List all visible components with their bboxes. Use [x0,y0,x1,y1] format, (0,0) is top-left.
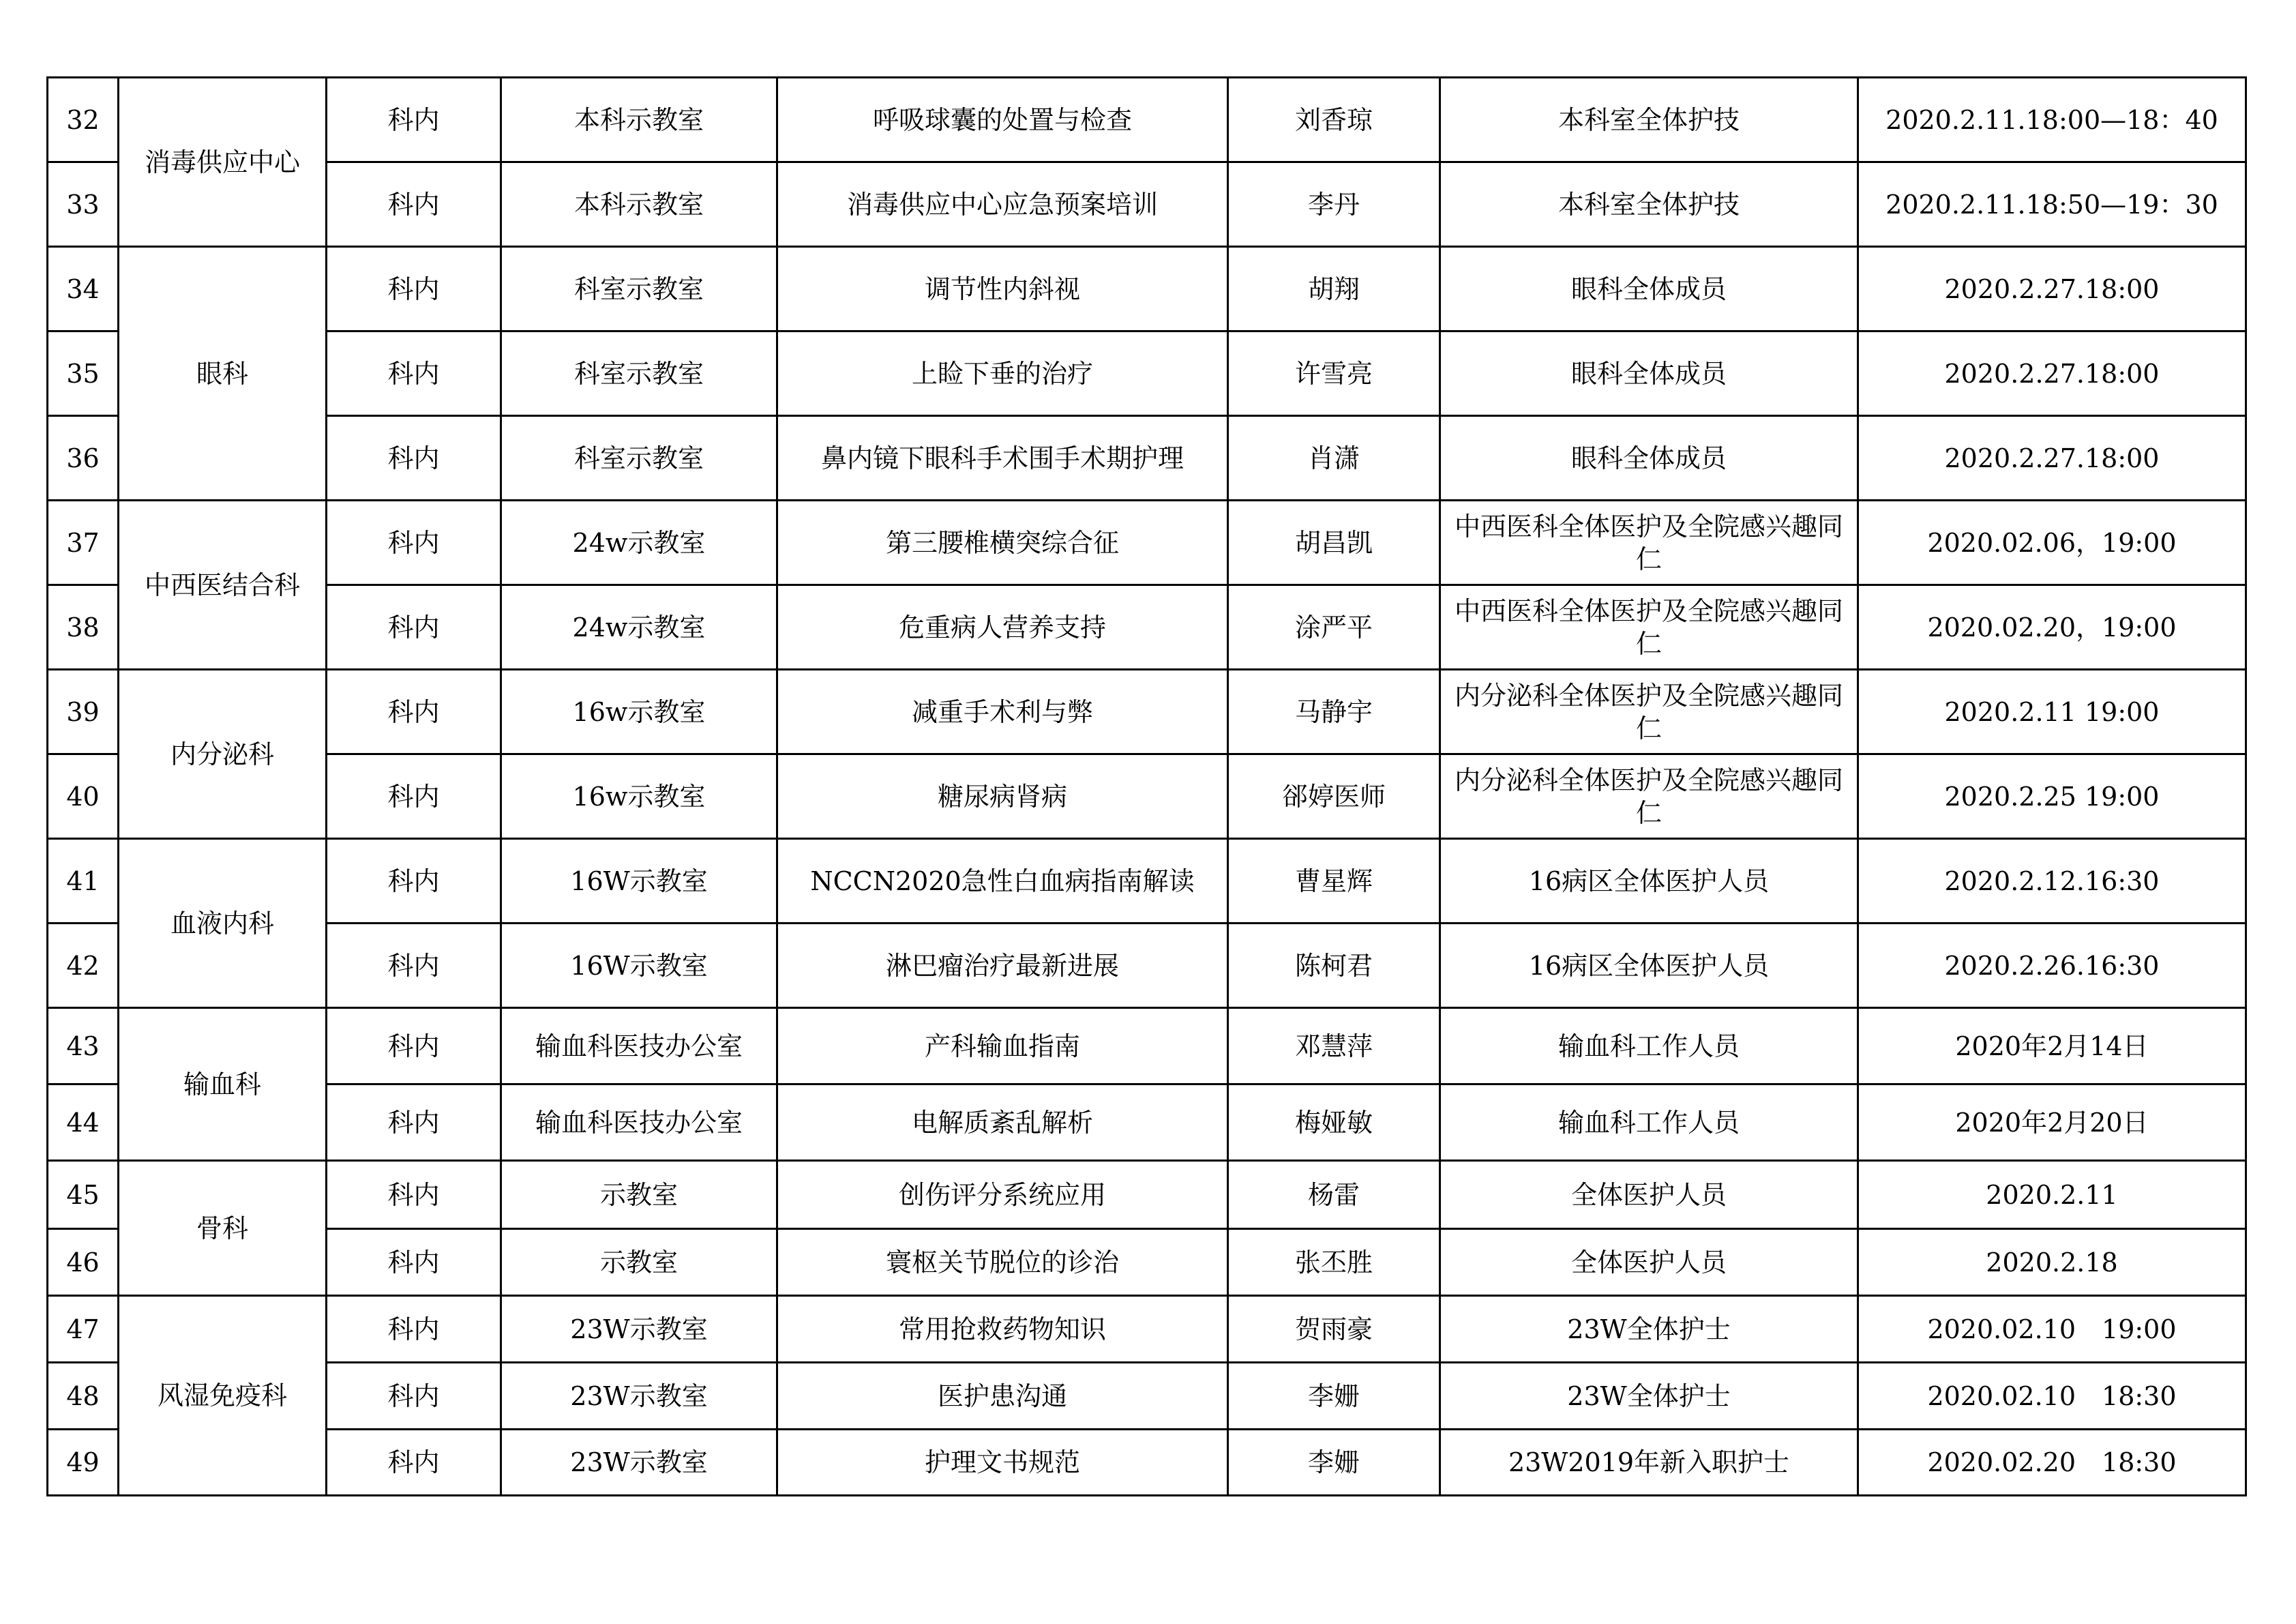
location-cell: 本科示教室 [501,162,777,247]
scope-cell: 科内 [327,924,501,1008]
topic-cell: 糖尿病肾病 [777,754,1228,839]
scope-cell: 科内 [327,331,501,416]
department-cell: 内分泌科 [119,670,327,839]
table-row [48,670,2246,754]
scope-cell: 科内 [327,1363,501,1430]
row-number: 37 [48,501,119,585]
row-number: 48 [48,1363,119,1430]
location-cell: 示教室 [501,1161,777,1229]
department-cell: 血液内科 [119,839,327,1008]
audience-cell: 23W全体护士 [1440,1363,1858,1430]
scope-cell: 科内 [327,1008,501,1084]
topic-cell: 危重病人营养支持 [777,585,1228,670]
location-cell: 16w示教室 [501,754,777,839]
speaker-cell: 李姗 [1228,1430,1440,1496]
speaker-cell: 邓慧萍 [1228,1008,1440,1084]
time-cell: 2020.2.11 [1858,1161,2246,1229]
table-row [48,1430,2246,1496]
time-cell: 2020.2.18 [1858,1229,2246,1296]
audience-cell: 输血科工作人员 [1440,1008,1858,1084]
row-number: 39 [48,670,119,754]
table-row [48,78,2246,162]
audience-cell: 23W2019年新入职护士 [1440,1430,1858,1496]
audience-cell: 内分泌科全体医护及全院感兴趣同仁 [1440,670,1858,754]
location-cell: 本科示教室 [501,78,777,162]
location-cell: 24w示教室 [501,585,777,670]
location-cell: 科室示教室 [501,247,777,331]
speaker-cell: 许雪亮 [1228,331,1440,416]
table-row [48,1008,2246,1084]
time-cell: 2020.2.11.18:00—18：40 [1858,78,2246,162]
topic-cell: 鼻内镜下眼科手术围手术期护理 [777,416,1228,501]
speaker-cell: 马静宇 [1228,670,1440,754]
location-cell: 23W示教室 [501,1430,777,1496]
scope-cell: 科内 [327,1229,501,1296]
time-cell: 2020.2.11 19:00 [1858,670,2246,754]
row-number: 42 [48,924,119,1008]
table-row [48,162,2246,247]
location-cell: 科室示教室 [501,416,777,501]
audience-cell: 本科室全体护技 [1440,78,1858,162]
audience-cell: 中西医科全体医护及全院感兴趣同仁 [1440,585,1858,670]
audience-cell: 本科室全体护技 [1440,162,1858,247]
table-row [48,1296,2246,1363]
training-schedule-table [46,76,2247,1496]
time-cell: 2020.02.10 19:00 [1858,1296,2246,1363]
time-cell: 2020.02.06，19:00 [1858,501,2246,585]
scope-cell: 科内 [327,501,501,585]
topic-cell: 产科输血指南 [777,1008,1228,1084]
scope-cell: 科内 [327,1161,501,1229]
topic-cell: 寰枢关节脱位的诊治 [777,1229,1228,1296]
row-number: 34 [48,247,119,331]
department-cell: 输血科 [119,1008,327,1161]
scope-cell: 科内 [327,416,501,501]
time-cell: 2020.02.20 18:30 [1858,1430,2246,1496]
location-cell: 23W示教室 [501,1363,777,1430]
row-number: 49 [48,1430,119,1496]
row-number: 44 [48,1084,119,1161]
location-cell: 科室示教室 [501,331,777,416]
audience-cell: 中西医科全体医护及全院感兴趣同仁 [1440,501,1858,585]
topic-cell: 常用抢救药物知识 [777,1296,1228,1363]
topic-cell: 消毒供应中心应急预案培训 [777,162,1228,247]
time-cell: 2020.2.11.18:50—19：30 [1858,162,2246,247]
topic-cell: 呼吸球囊的处置与检查 [777,78,1228,162]
scope-cell: 科内 [327,162,501,247]
time-cell: 2020年2月14日 [1858,1008,2246,1084]
row-number: 32 [48,78,119,162]
row-number: 43 [48,1008,119,1084]
scope-cell: 科内 [327,585,501,670]
audience-cell: 眼科全体成员 [1440,416,1858,501]
topic-cell: 淋巴瘤治疗最新进展 [777,924,1228,1008]
audience-cell: 16病区全体医护人员 [1440,839,1858,924]
topic-cell: 创伤评分系统应用 [777,1161,1228,1229]
location-cell: 16w示教室 [501,670,777,754]
time-cell: 2020.02.20，19:00 [1858,585,2246,670]
scope-cell: 科内 [327,1084,501,1161]
speaker-cell: 曹星辉 [1228,839,1440,924]
topic-cell: NCCN2020急性白血病指南解读 [777,839,1228,924]
location-cell: 示教室 [501,1229,777,1296]
scope-cell: 科内 [327,670,501,754]
table-row [48,1229,2246,1296]
scope-cell: 科内 [327,247,501,331]
table-row [48,331,2246,416]
table-row [48,416,2246,501]
speaker-cell: 涂严平 [1228,585,1440,670]
location-cell: 输血科医技办公室 [501,1084,777,1161]
row-number: 35 [48,331,119,416]
time-cell: 2020.2.27.18:00 [1858,331,2246,416]
department-cell: 骨科 [119,1161,327,1296]
topic-cell: 调节性内斜视 [777,247,1228,331]
scope-cell: 科内 [327,78,501,162]
table-row [48,1084,2246,1161]
row-number: 46 [48,1229,119,1296]
department-cell: 风湿免疫科 [119,1296,327,1496]
time-cell: 2020.2.12.16:30 [1858,839,2246,924]
speaker-cell: 张丕胜 [1228,1229,1440,1296]
location-cell: 输血科医技办公室 [501,1008,777,1084]
scope-cell: 科内 [327,1430,501,1496]
speaker-cell: 李姗 [1228,1363,1440,1430]
scope-cell: 科内 [327,754,501,839]
audience-cell: 全体医护人员 [1440,1229,1858,1296]
table-row [48,585,2246,670]
row-number: 47 [48,1296,119,1363]
time-cell: 2020.2.27.18:00 [1858,247,2246,331]
speaker-cell: 李丹 [1228,162,1440,247]
topic-cell: 护理文书规范 [777,1430,1228,1496]
table-row [48,754,2246,839]
time-cell: 2020.2.25 19:00 [1858,754,2246,839]
speaker-cell: 郤婷医师 [1228,754,1440,839]
time-cell: 2020年2月20日 [1858,1084,2246,1161]
speaker-cell: 刘香琼 [1228,78,1440,162]
row-number: 36 [48,416,119,501]
location-cell: 16W示教室 [501,839,777,924]
speaker-cell: 陈柯君 [1228,924,1440,1008]
audience-cell: 眼科全体成员 [1440,331,1858,416]
topic-cell: 医护患沟通 [777,1363,1228,1430]
speaker-cell: 胡翔 [1228,247,1440,331]
speaker-cell: 杨雷 [1228,1161,1440,1229]
table-row [48,1161,2246,1229]
row-number: 40 [48,754,119,839]
topic-cell: 上睑下垂的治疗 [777,331,1228,416]
time-cell: 2020.2.26.16:30 [1858,924,2246,1008]
topic-cell: 电解质紊乱解析 [777,1084,1228,1161]
table-row [48,501,2246,585]
table-row [48,1363,2246,1430]
audience-cell: 内分泌科全体医护及全院感兴趣同仁 [1440,754,1858,839]
speaker-cell: 贺雨豪 [1228,1296,1440,1363]
scope-cell: 科内 [327,1296,501,1363]
audience-cell: 输血科工作人员 [1440,1084,1858,1161]
department-cell: 眼科 [119,247,327,501]
audience-cell: 全体医护人员 [1440,1161,1858,1229]
time-cell: 2020.02.10 18:30 [1858,1363,2246,1430]
row-number: 38 [48,585,119,670]
time-cell: 2020.2.27.18:00 [1858,416,2246,501]
topic-cell: 第三腰椎横突综合征 [777,501,1228,585]
audience-cell: 23W全体护士 [1440,1296,1858,1363]
table-row [48,247,2246,331]
department-cell: 中西医结合科 [119,501,327,670]
speaker-cell: 梅娅敏 [1228,1084,1440,1161]
department-cell: 消毒供应中心 [119,78,327,247]
speaker-cell: 胡昌凯 [1228,501,1440,585]
location-cell: 16W示教室 [501,924,777,1008]
row-number: 41 [48,839,119,924]
location-cell: 23W示教室 [501,1296,777,1363]
scope-cell: 科内 [327,839,501,924]
audience-cell: 眼科全体成员 [1440,247,1858,331]
table-row [48,839,2246,924]
location-cell: 24w示教室 [501,501,777,585]
row-number: 33 [48,162,119,247]
table-row [48,924,2246,1008]
speaker-cell: 肖潇 [1228,416,1440,501]
audience-cell: 16病区全体医护人员 [1440,924,1858,1008]
row-number: 45 [48,1161,119,1229]
topic-cell: 减重手术利与弊 [777,670,1228,754]
